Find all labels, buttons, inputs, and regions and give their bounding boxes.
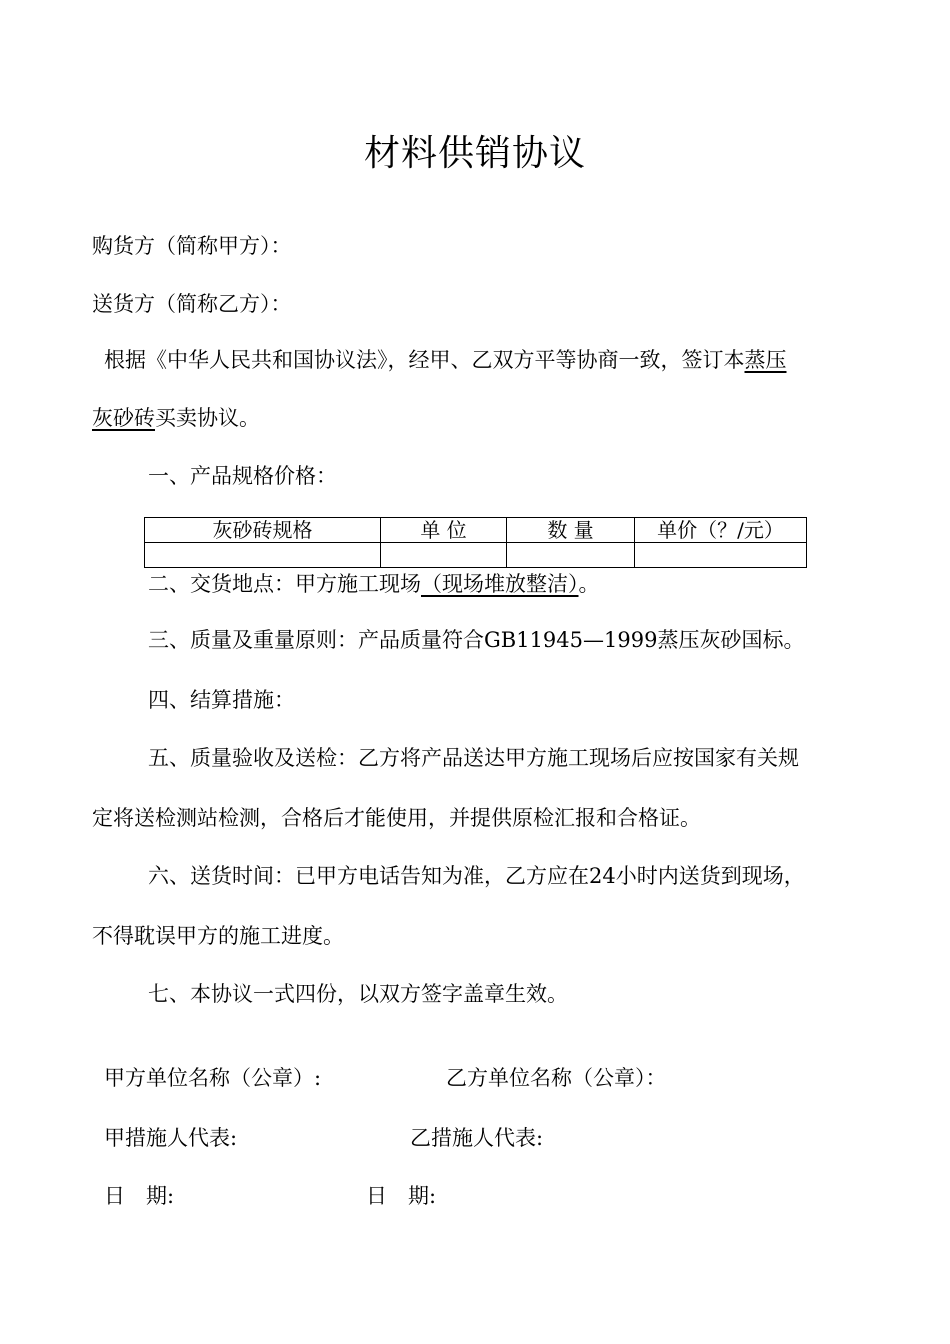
- spec-header-quantity: 数 量: [507, 518, 635, 543]
- product-name-underlined-part-1: 蒸压: [744, 348, 787, 372]
- intro-line-1: [104, 346, 787, 374]
- clause-7: 七、本协议一式四份，以双方签字盖章生效。: [148, 982, 568, 1006]
- seller-label: 送货方（简称乙方）：: [92, 292, 292, 316]
- party-b-unit-label: 乙方单位名称（公章）：: [446, 1066, 667, 1090]
- product-name-underlined-part-2: 灰砂砖: [92, 406, 155, 430]
- clause-1: 一、产品规格价格：: [148, 464, 337, 488]
- spec-cell[interactable]: [635, 543, 807, 568]
- clause-2-underlined: （现场堆放整洁）: [421, 572, 579, 596]
- spec-header-spec: 灰砂砖规格: [145, 518, 381, 543]
- intro-suffix: 买卖协议。: [155, 406, 260, 430]
- party-a-date-label: 日 期:: [104, 1184, 175, 1208]
- spec-table-row: [145, 543, 807, 568]
- spec-header-unit: 单 位: [381, 518, 507, 543]
- buyer-label: 购货方（简称甲方）：: [92, 234, 292, 258]
- clause-2-suffix: 。: [578, 572, 600, 596]
- intro-text: 根据《中华人民共和国协议法》，经甲、乙双方平等协商一致，签订本: [104, 348, 745, 372]
- document-title: 材料供销协议: [363, 133, 586, 174]
- spec-header-price: 单价（？/元）: [635, 518, 807, 543]
- clause-6-line-2: 不得耽误甲方的施工进度。: [92, 924, 344, 948]
- spec-cell[interactable]: [145, 543, 381, 568]
- clause-2-text: 二、交货地点：甲方施工现场: [148, 572, 421, 596]
- clause-4: 四、结算措施：: [148, 688, 295, 712]
- clause-5-line-2: 定将送检测站检测，合格后才能使用，并提供原检汇报和合格证。: [92, 806, 701, 830]
- spec-table: [144, 517, 807, 568]
- spec-cell[interactable]: [507, 543, 635, 568]
- party-b-rep-label: 乙措施人代表:: [410, 1126, 544, 1150]
- intro-line-2: [92, 404, 260, 432]
- party-a-unit-label: 甲方单位名称（公章）:: [104, 1066, 322, 1090]
- party-a-rep-label: 甲措施人代表:: [104, 1126, 238, 1150]
- clause-3: 三、质量及重量原则：产品质量符合GB11945—1999蒸压灰砂国标。: [148, 628, 805, 652]
- clause-6-line-1: 六、送货时间：已甲方电话告知为准，乙方应在24小时内送货到现场，: [148, 864, 805, 888]
- clause-2: [148, 570, 600, 598]
- party-b-date-label: 日 期:: [366, 1184, 437, 1208]
- clause-5-line-1: 五、质量验收及送检：乙方将产品送达甲方施工现场后应按国家有关规: [148, 746, 799, 770]
- spec-table-header-row: [145, 518, 807, 543]
- spec-cell[interactable]: [381, 543, 507, 568]
